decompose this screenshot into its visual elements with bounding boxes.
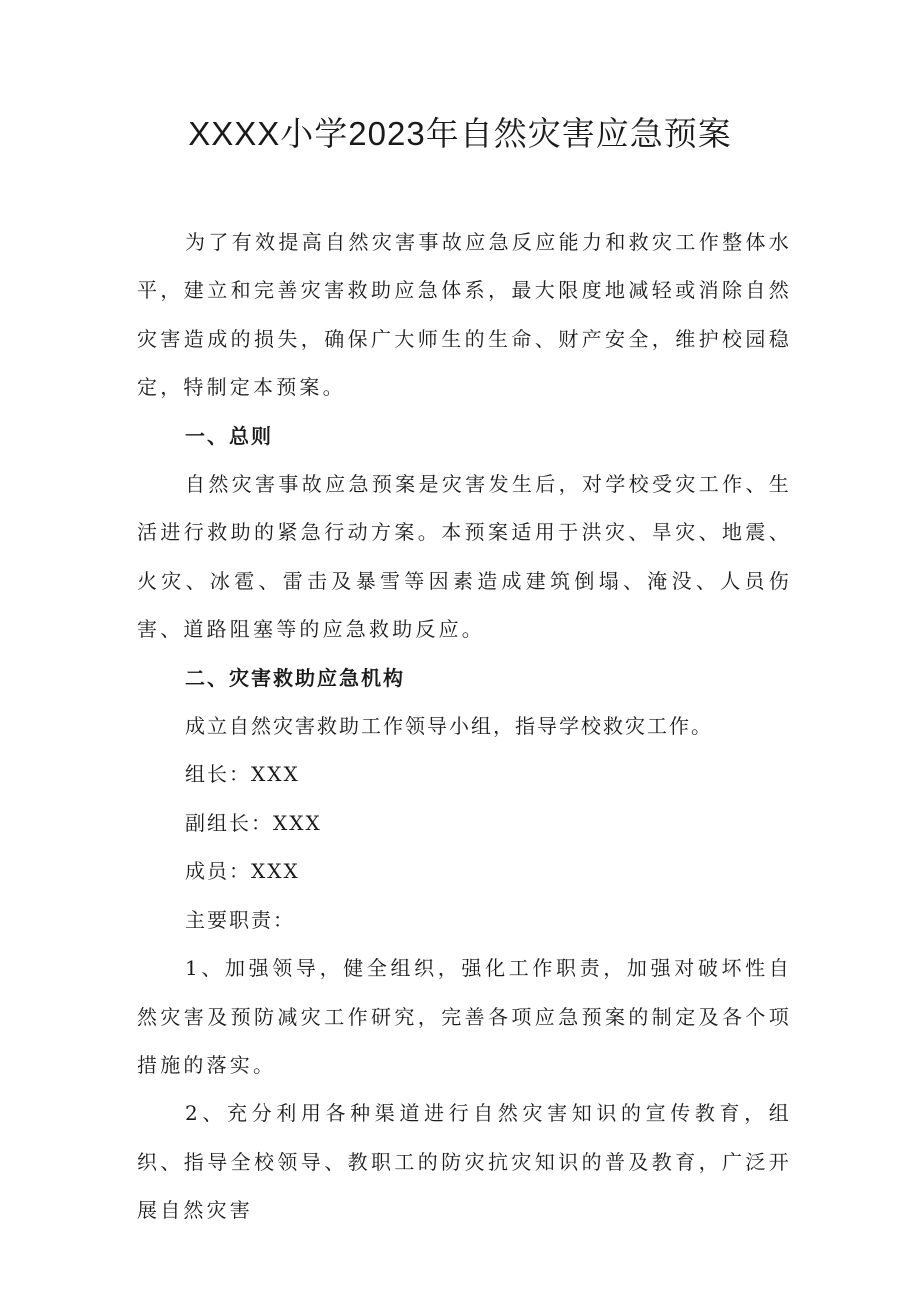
- document-title: XXXX小学2023年自然灾害应急预案: [188, 115, 732, 152]
- section2-heading: 二、灾害救助应急机构: [185, 665, 405, 690]
- section2-paragraph: 成立自然灾害救助工作领导小组，指导学校救灾工作。: [185, 714, 713, 739]
- leader-line: 组长：XXX: [185, 762, 300, 787]
- duty-item-2: 2、充分利用各种渠道进行自然灾害知识的宣传教育，组织、指导全校领导、教职工的防灾抗灾知识的普及教育，广泛开展自然灾害: [137, 1101, 792, 1223]
- section1-heading: 一、总则: [185, 423, 273, 448]
- section1-paragraph: 自然灾害事故应急预案是灾害发生后，对学校受灾工作、生活进行救助的紧急行动方案。本预案适用于洪灾、旱灾、地震、火灾、冰雹、雷击及暴雪等因素造成建筑倒塌、淹没、人员伤害、道路阻塞等的应急救助反应。: [137, 472, 792, 642]
- duties-label: 主要职责：: [185, 907, 295, 932]
- document-body: [137, 218, 792, 1235]
- members-line: 成员：XXX: [185, 859, 300, 884]
- intro-paragraph: 为了有效提高自然灾害事故应急反应能力和救灾工作整体水平，建立和完善灾害救助应急体系，最大限度地减轻或消除自然灾害造成的损失，确保广大师生的生命、财产安全，维护校园稳定，特制定本预案。: [137, 230, 792, 400]
- duty-item-1: 1、加强领导，健全组织，强化工作职责，加强对破坏性自然灾害及预防减灾工作研究，完善各项应急预案的制定及各个项措施的落实。: [137, 956, 792, 1077]
- deputy-leader-line: 副组长：XXX: [185, 810, 322, 835]
